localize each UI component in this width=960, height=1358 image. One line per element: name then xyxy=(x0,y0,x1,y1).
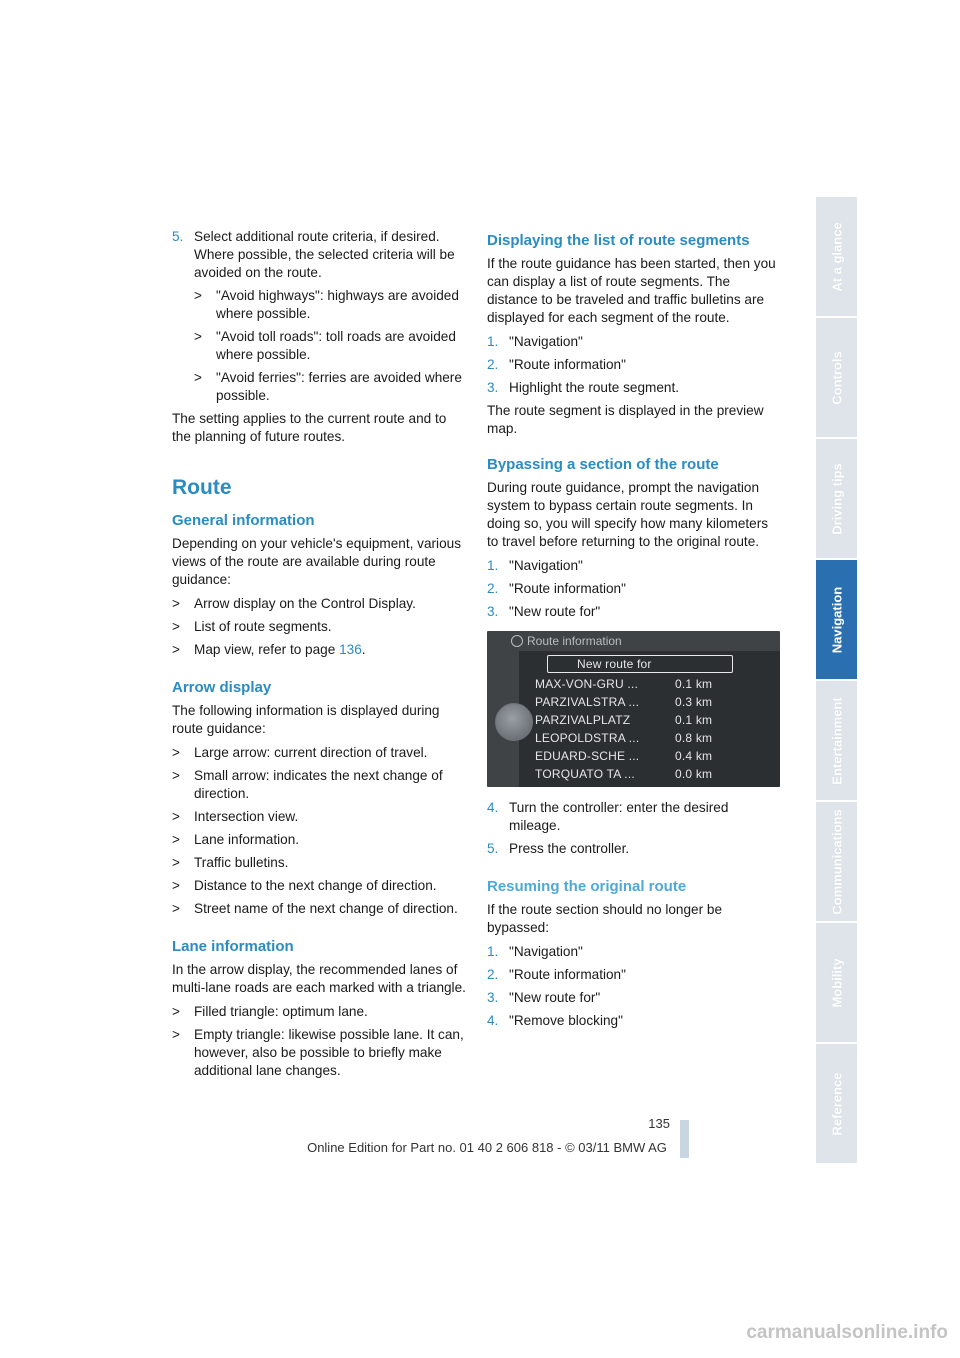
heading-route-segments: Displaying the list of route segments xyxy=(487,232,750,249)
segments-note: The route segment is displayed in the preview map. xyxy=(487,403,764,436)
table-row: PARZIVALSTRA ... 0.3 km xyxy=(535,695,713,709)
step-text: Select additional route criteria, if desired. Where possible, the selected criteria will be avoided on the route. xyxy=(194,229,455,280)
step-4: 4. "Remove blocking" xyxy=(487,1013,623,1028)
left-column xyxy=(172,228,466,1085)
list-item: > Arrow display on the Control Display. xyxy=(172,596,416,611)
route-information-screenshot xyxy=(487,631,780,787)
segments-text: If the route guidance has been started, then you can display a list of route segments. The distance to be traveled and traffic bulletins are displayed for each segment of the route. xyxy=(487,256,776,325)
page-number: 135 xyxy=(648,1116,670,1131)
list-item: > Street name of the next change of direction. xyxy=(172,901,458,916)
bypass-text: During route guidance, prompt the navigation system to bypass certain route segments. In doing so, you will specify how many kilometers to travel before returning to the original route. xyxy=(487,480,769,549)
watermark: carmanualsonline.info xyxy=(746,1322,948,1343)
table-row: TORQUATO TA ... 0.0 km xyxy=(535,767,713,781)
chapter-tabs xyxy=(816,197,857,1160)
list-item: > Distance to the next change of direction. xyxy=(172,878,437,893)
tab-at-a-glance[interactable]: At a glance xyxy=(816,197,857,316)
step-number: 5. xyxy=(172,229,184,244)
criteria-list xyxy=(172,287,466,405)
list-item: > "Avoid ferries": ferries are avoided where possible. xyxy=(194,370,462,403)
list-item: > Small arrow: indicates the next change of direction. xyxy=(172,768,443,801)
step-1: 1. "Navigation" xyxy=(487,558,583,573)
screen-selected-row: New route for xyxy=(577,657,652,671)
general-text: Depending on your vehicle's equipment, various views of the route are available during route guidance: xyxy=(172,536,461,587)
list-item: > Lane information. xyxy=(172,832,300,847)
tab-driving-tips[interactable]: Driving tips xyxy=(816,439,857,558)
list-item: > Traffic bulletins. xyxy=(172,855,289,870)
screen-title: Route information xyxy=(527,634,622,648)
list-item: > Map view, refer to page 136. xyxy=(172,642,366,657)
tab-reference[interactable]: Reference xyxy=(816,1044,857,1163)
table-row: EDUARD-SCHE ... 0.4 km xyxy=(535,749,713,763)
page-link-136[interactable]: 136 xyxy=(339,642,362,657)
step-1: 1. "Navigation" xyxy=(487,334,583,349)
tab-controls[interactable]: Controls xyxy=(816,318,857,437)
tab-communications[interactable]: Communications xyxy=(816,802,857,921)
step-3: 3. Highlight the route segment. xyxy=(487,380,680,395)
step-2: 2. "Route information" xyxy=(487,581,626,596)
list-item: > "Avoid highways": highways are avoided where possible. xyxy=(194,288,459,321)
list-item: > Large arrow: current direction of travel. xyxy=(172,745,428,760)
step-4: 4. Turn the controller: enter the desired mileage. xyxy=(487,800,729,833)
tab-navigation[interactable]: Navigation xyxy=(816,560,857,679)
step-1: 1. "Navigation" xyxy=(487,944,583,959)
setting-note: The setting applies to the current route and to the planning of future routes. xyxy=(172,411,447,444)
step-5: 5. Press the controller. xyxy=(487,841,630,856)
list-item: > Filled triangle: optimum lane. xyxy=(172,1004,368,1019)
step-3: 3. "New route for" xyxy=(487,990,601,1005)
step-5 xyxy=(172,228,466,282)
navigation-icon xyxy=(511,635,523,647)
list-item: > List of route segments. xyxy=(172,619,332,634)
heading-arrow-display: Arrow display xyxy=(172,679,272,696)
step-2: 2. "Route information" xyxy=(487,357,626,372)
heading-bypass: Bypassing a section of the route xyxy=(487,456,719,473)
heading-resume: Resuming the original route xyxy=(487,878,687,895)
section-heading-route: Route xyxy=(172,476,232,499)
heading-lane-information: Lane information xyxy=(172,938,294,955)
table-row: LEOPOLDSTRA ... 0.8 km xyxy=(535,731,713,745)
lane-text: In the arrow display, the recommended lanes of multi-lane roads are each marked with a triangle. xyxy=(172,962,466,995)
step-3: 3. "New route for" xyxy=(487,604,601,619)
resume-text: If the route section should no longer be bypassed: xyxy=(487,902,723,935)
step-2: 2. "Route information" xyxy=(487,967,626,982)
list-item: > Empty triangle: likewise possible lane. It can, however, also be possible to briefly make additional lane changes. xyxy=(172,1027,464,1078)
footer-text: Online Edition for Part no. 01 40 2 606 818 - © 03/11 BMW AG xyxy=(307,1140,667,1155)
list-item: > "Avoid toll roads": toll roads are avoided where possible. xyxy=(194,329,456,362)
tab-mobility[interactable]: Mobility xyxy=(816,923,857,1042)
list-item: > Intersection view. xyxy=(172,809,299,824)
table-row: MAX-VON-GRU ... 0.1 km xyxy=(535,677,713,691)
right-column xyxy=(487,228,780,1035)
heading-general-information: General information xyxy=(172,512,315,529)
controller-knob-icon xyxy=(495,703,533,741)
table-row: PARZIVALPLATZ 0.1 km xyxy=(535,713,713,727)
arrow-text: The following information is displayed during route guidance: xyxy=(172,703,440,736)
tab-entertainment[interactable]: Entertainment xyxy=(816,681,857,800)
